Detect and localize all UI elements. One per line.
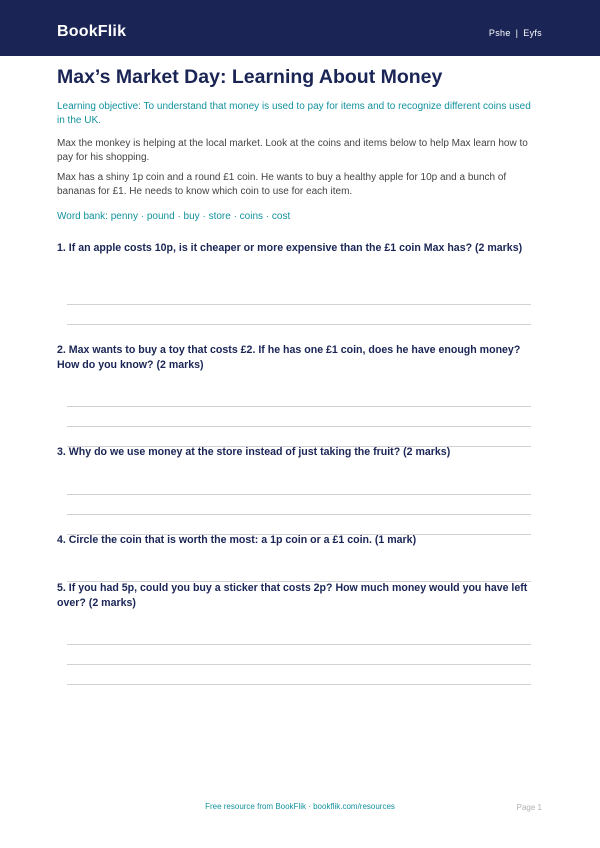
word-bank: Word bank: penny · pound · buy · store · coins · cost xyxy=(57,211,291,222)
learning-objective: Learning objective: To understand that money is used to pay for items and to recognize different coins used in the UK. xyxy=(57,101,531,126)
footer-credit[interactable]: Free resource from BookFlik · bookflik.com/resources xyxy=(205,802,395,811)
page-number: Page 1 xyxy=(516,803,542,812)
answer-line[interactable] xyxy=(67,406,531,407)
answer-line[interactable] xyxy=(67,644,531,645)
tag-separator: | xyxy=(515,28,519,38)
stage-tag: Eyfs xyxy=(523,28,542,38)
question-1: 1. If an apple costs 10p, is it cheaper or more expensive than the £1 coin Max has? (2 marks) xyxy=(57,242,523,254)
answer-line[interactable] xyxy=(67,514,531,515)
answer-line[interactable] xyxy=(67,664,531,665)
answer-line[interactable] xyxy=(67,684,531,685)
worksheet-title: Max’s Market Day: Learning About Money xyxy=(57,66,443,88)
brand-logo[interactable]: BookFlik xyxy=(57,23,127,40)
answer-line[interactable] xyxy=(67,494,531,495)
intro-paragraph: Max the monkey is helping at the local market. Look at the coins and items below to help Max learn how to pay for his shopping. xyxy=(57,138,528,163)
page-header xyxy=(0,0,600,56)
answer-line[interactable] xyxy=(67,324,531,325)
story-paragraph: Max has a shiny 1p coin and a round £1 coin. He wants to buy a healthy apple for 10p and a bunch of bananas for £1. He needs to know which coin to use for each item. xyxy=(57,172,507,197)
answer-line[interactable] xyxy=(67,426,531,427)
question-2: 2. Max wants to buy a toy that costs £2. If he has one £1 coin, does he have enough money? How do you know? (2 marks) xyxy=(57,344,521,371)
subject-tag: Pshe xyxy=(488,28,511,38)
header-tags xyxy=(489,28,542,38)
question-5: 5. If you had 5p, could you buy a sticker that costs 2p? How much money would you have left over? (2 marks) xyxy=(57,582,528,609)
question-3: 3. Why do we use money at the store instead of just taking the fruit? (2 marks) xyxy=(57,446,451,458)
answer-line[interactable] xyxy=(67,304,531,305)
question-4: 4. Circle the coin that is worth the most: a 1p coin or a £1 coin. (1 mark) xyxy=(57,534,417,546)
